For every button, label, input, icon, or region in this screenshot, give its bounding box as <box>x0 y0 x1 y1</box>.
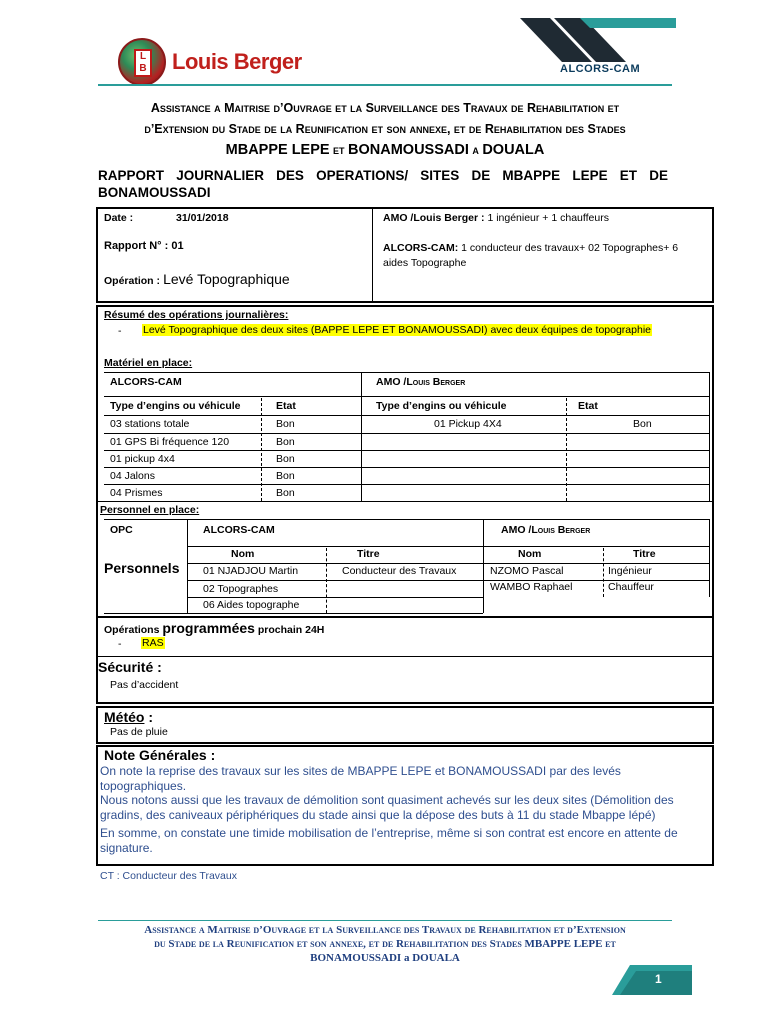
resume-bullet: - <box>118 325 122 337</box>
info-divider <box>372 208 373 302</box>
title-line-2: d’Extension du Stade de la Reunification et son annexe, et de Rehabilitation des Stades <box>144 122 626 136</box>
ops-prog-label: Opérations programmées prochain 24H <box>104 620 325 636</box>
footer-line-2: du Stade de la Reunification et son annexe, et de Rehabilitation des Stades MBAPPE LEPE et <box>154 938 616 950</box>
table-cell: Bon <box>276 436 295 448</box>
mat-dash-right <box>566 398 567 501</box>
mat-rule-4 <box>104 433 710 434</box>
pers-col-3 <box>709 519 710 597</box>
table-row: 06 Aides topographe <box>203 599 300 611</box>
table-cell: Chauffeur <box>608 581 654 593</box>
mat-rule-6 <box>104 467 710 468</box>
mat-col-split <box>361 372 362 501</box>
table-row: 01 Pickup 4X4 <box>434 418 502 430</box>
table-row: WAMBO Raphael <box>490 581 573 593</box>
mat-dash-left <box>261 398 262 501</box>
pers-amo-head: AMO /Louis Berger <box>501 524 591 536</box>
footer-text <box>98 923 672 965</box>
pers-dash-1 <box>326 548 327 613</box>
mat-col-etat-left: Etat <box>276 400 296 412</box>
pers-rule-2 <box>187 546 710 547</box>
pers-rule-top <box>104 519 710 520</box>
title-line-1: Assistance a Maitrise d’Ouvrage et la Surveillance des Travaux de Rehabilitation et <box>150 101 620 115</box>
mat-rule-5 <box>104 450 710 451</box>
table-row: 01 GPS Bi fréquence 120 <box>110 436 230 448</box>
mat-rule-2 <box>104 396 710 397</box>
louis-berger-name: Louis Berger <box>172 49 302 74</box>
title-line-3: MBAPPE LEPE et BONAMOUSSADI a DOUALA <box>225 142 545 158</box>
table-cell: Conducteur des Travaux <box>342 565 457 577</box>
mat-rule-7 <box>104 484 710 485</box>
mat-rule-top <box>104 372 710 373</box>
globe-icon: L B <box>118 38 166 86</box>
opc-label: OPC <box>110 524 133 536</box>
date-label: Date : <box>104 212 134 224</box>
table-row: 01 NJADJOU Martin <box>203 565 299 577</box>
table-row: 04 Jalons <box>110 470 155 482</box>
table-cell: Bon <box>276 487 295 499</box>
alcors-line: ALCORS-CAM: 1 conducteur des travaux+ 02 Topographes+ 6 <box>383 242 679 254</box>
table-cell: Bon <box>633 418 652 430</box>
report-title-line-2: BONAMOUSSADI <box>98 185 211 200</box>
pers-rule-bottom <box>104 613 483 614</box>
footer-line-1: Assistance a Maitrise d’Ouvrage et la Surveillance des Travaux de Rehabilitation et d’Extension <box>144 924 626 936</box>
securite-text: Pas d’accident <box>110 679 179 691</box>
meteo-text: Pas de pluie <box>110 726 168 738</box>
table-cell: Bon <box>276 418 295 430</box>
resume-label: Résumé des opérations journalières: <box>104 309 289 321</box>
table-row: 02 Topographes <box>203 583 279 595</box>
table-row: 03 stations totale <box>110 418 190 430</box>
pers-col-2 <box>483 519 484 613</box>
rapport-label: Rapport N° : 01 <box>104 240 184 252</box>
pers-col-1 <box>187 519 188 613</box>
mat-right-edge <box>709 372 710 501</box>
table-row: 01 pickup 4x4 <box>110 453 175 465</box>
mat-rule-3 <box>104 415 710 416</box>
mat-left-head: ALCORS-CAM <box>110 376 182 388</box>
securite-label: Sécurité : <box>98 659 162 675</box>
meteo-box <box>96 706 714 744</box>
alcors-line-2: aides Topographe <box>383 257 467 269</box>
ops-divider <box>98 656 712 657</box>
table-cell: Ingénieur <box>608 565 652 577</box>
pers-col-titre: Titre <box>357 548 380 560</box>
mat-right-head: AMO /Louis Berger <box>376 376 466 388</box>
notes-p2: Nous notons aussi que les travaux de démolition sont quasiment achevés sur les deux sites (Démolition des gradins, des caniveaux périphériques du stade ainsi que la dépose des buts à 11 du stade Mbappe lépé) <box>100 793 674 822</box>
ops-item: RAS <box>142 637 164 649</box>
notes-body <box>100 764 710 855</box>
notes-label: Note Générales : <box>104 747 216 763</box>
pers-col-nom: Nom <box>231 548 255 560</box>
personnels-label: Personnels <box>104 560 180 576</box>
mat-col-type-right: Type d’engins ou véhicule <box>376 400 507 412</box>
page-number-badge-icon <box>612 965 692 995</box>
pers-col-titre-amo: Titre <box>633 548 656 560</box>
personnel-label: Personnel en place: <box>100 504 200 516</box>
louis-berger-logo <box>118 38 302 86</box>
mat-rule-bottom <box>98 501 712 502</box>
footer-line-3: BONAMOUSSADI a DOUALA <box>310 952 460 964</box>
table-row: NZOMO Pascal <box>490 565 564 577</box>
pers-alcors-head: ALCORS-CAM <box>203 524 275 536</box>
pers-col-nom-amo: Nom <box>518 548 542 560</box>
table-cell: Bon <box>276 470 295 482</box>
alcors-cam-name: ALCORS-CAM <box>560 63 641 75</box>
ct-note: CT : Conducteur des Travaux <box>100 870 237 882</box>
mat-col-type-left: Type d’engins ou véhicule <box>110 400 241 412</box>
notes-p1: On note la reprise des travaux sur les sites de MBAPPE LEPE et BONAMOUSSADI par des levés topographiques. <box>100 764 621 793</box>
document-title <box>98 98 672 161</box>
table-cell: Bon <box>276 453 295 465</box>
pers-rule-3 <box>187 563 710 564</box>
pers-dash-2 <box>603 548 604 597</box>
meteo-label: Météo : <box>104 709 154 725</box>
operation-line: Opération : Levé Topographique <box>104 271 290 287</box>
table-row: 04 Prismes <box>110 487 163 499</box>
mat-col-etat-right: Etat <box>578 400 598 412</box>
page-number: 1 <box>655 972 662 986</box>
footer-divider <box>98 920 672 921</box>
ops-bullet: - <box>118 638 122 650</box>
pers-rule-5 <box>187 597 483 598</box>
amo-line: AMO /Louis Berger : 1 ingénieur + 1 chauffeurs <box>383 212 609 224</box>
notes-p3: En somme, on constate une timide mobilisation de l’entreprise, même si son contrat est encore en attente de signature. <box>100 826 678 855</box>
resume-item: Levé Topographique des deux sites (BAPPE LEPE ET BONAMOUSSADI) avec deux équipes de topographie <box>143 324 651 336</box>
date-value: 31/01/2018 <box>176 212 229 224</box>
materiel-label: Matériel en place: <box>104 357 193 369</box>
report-title: RAPPORT JOURNALIER DES OPERATIONS/ SITES DE MBAPPE LEPE ET DE <box>98 168 668 183</box>
header-divider <box>98 84 672 86</box>
